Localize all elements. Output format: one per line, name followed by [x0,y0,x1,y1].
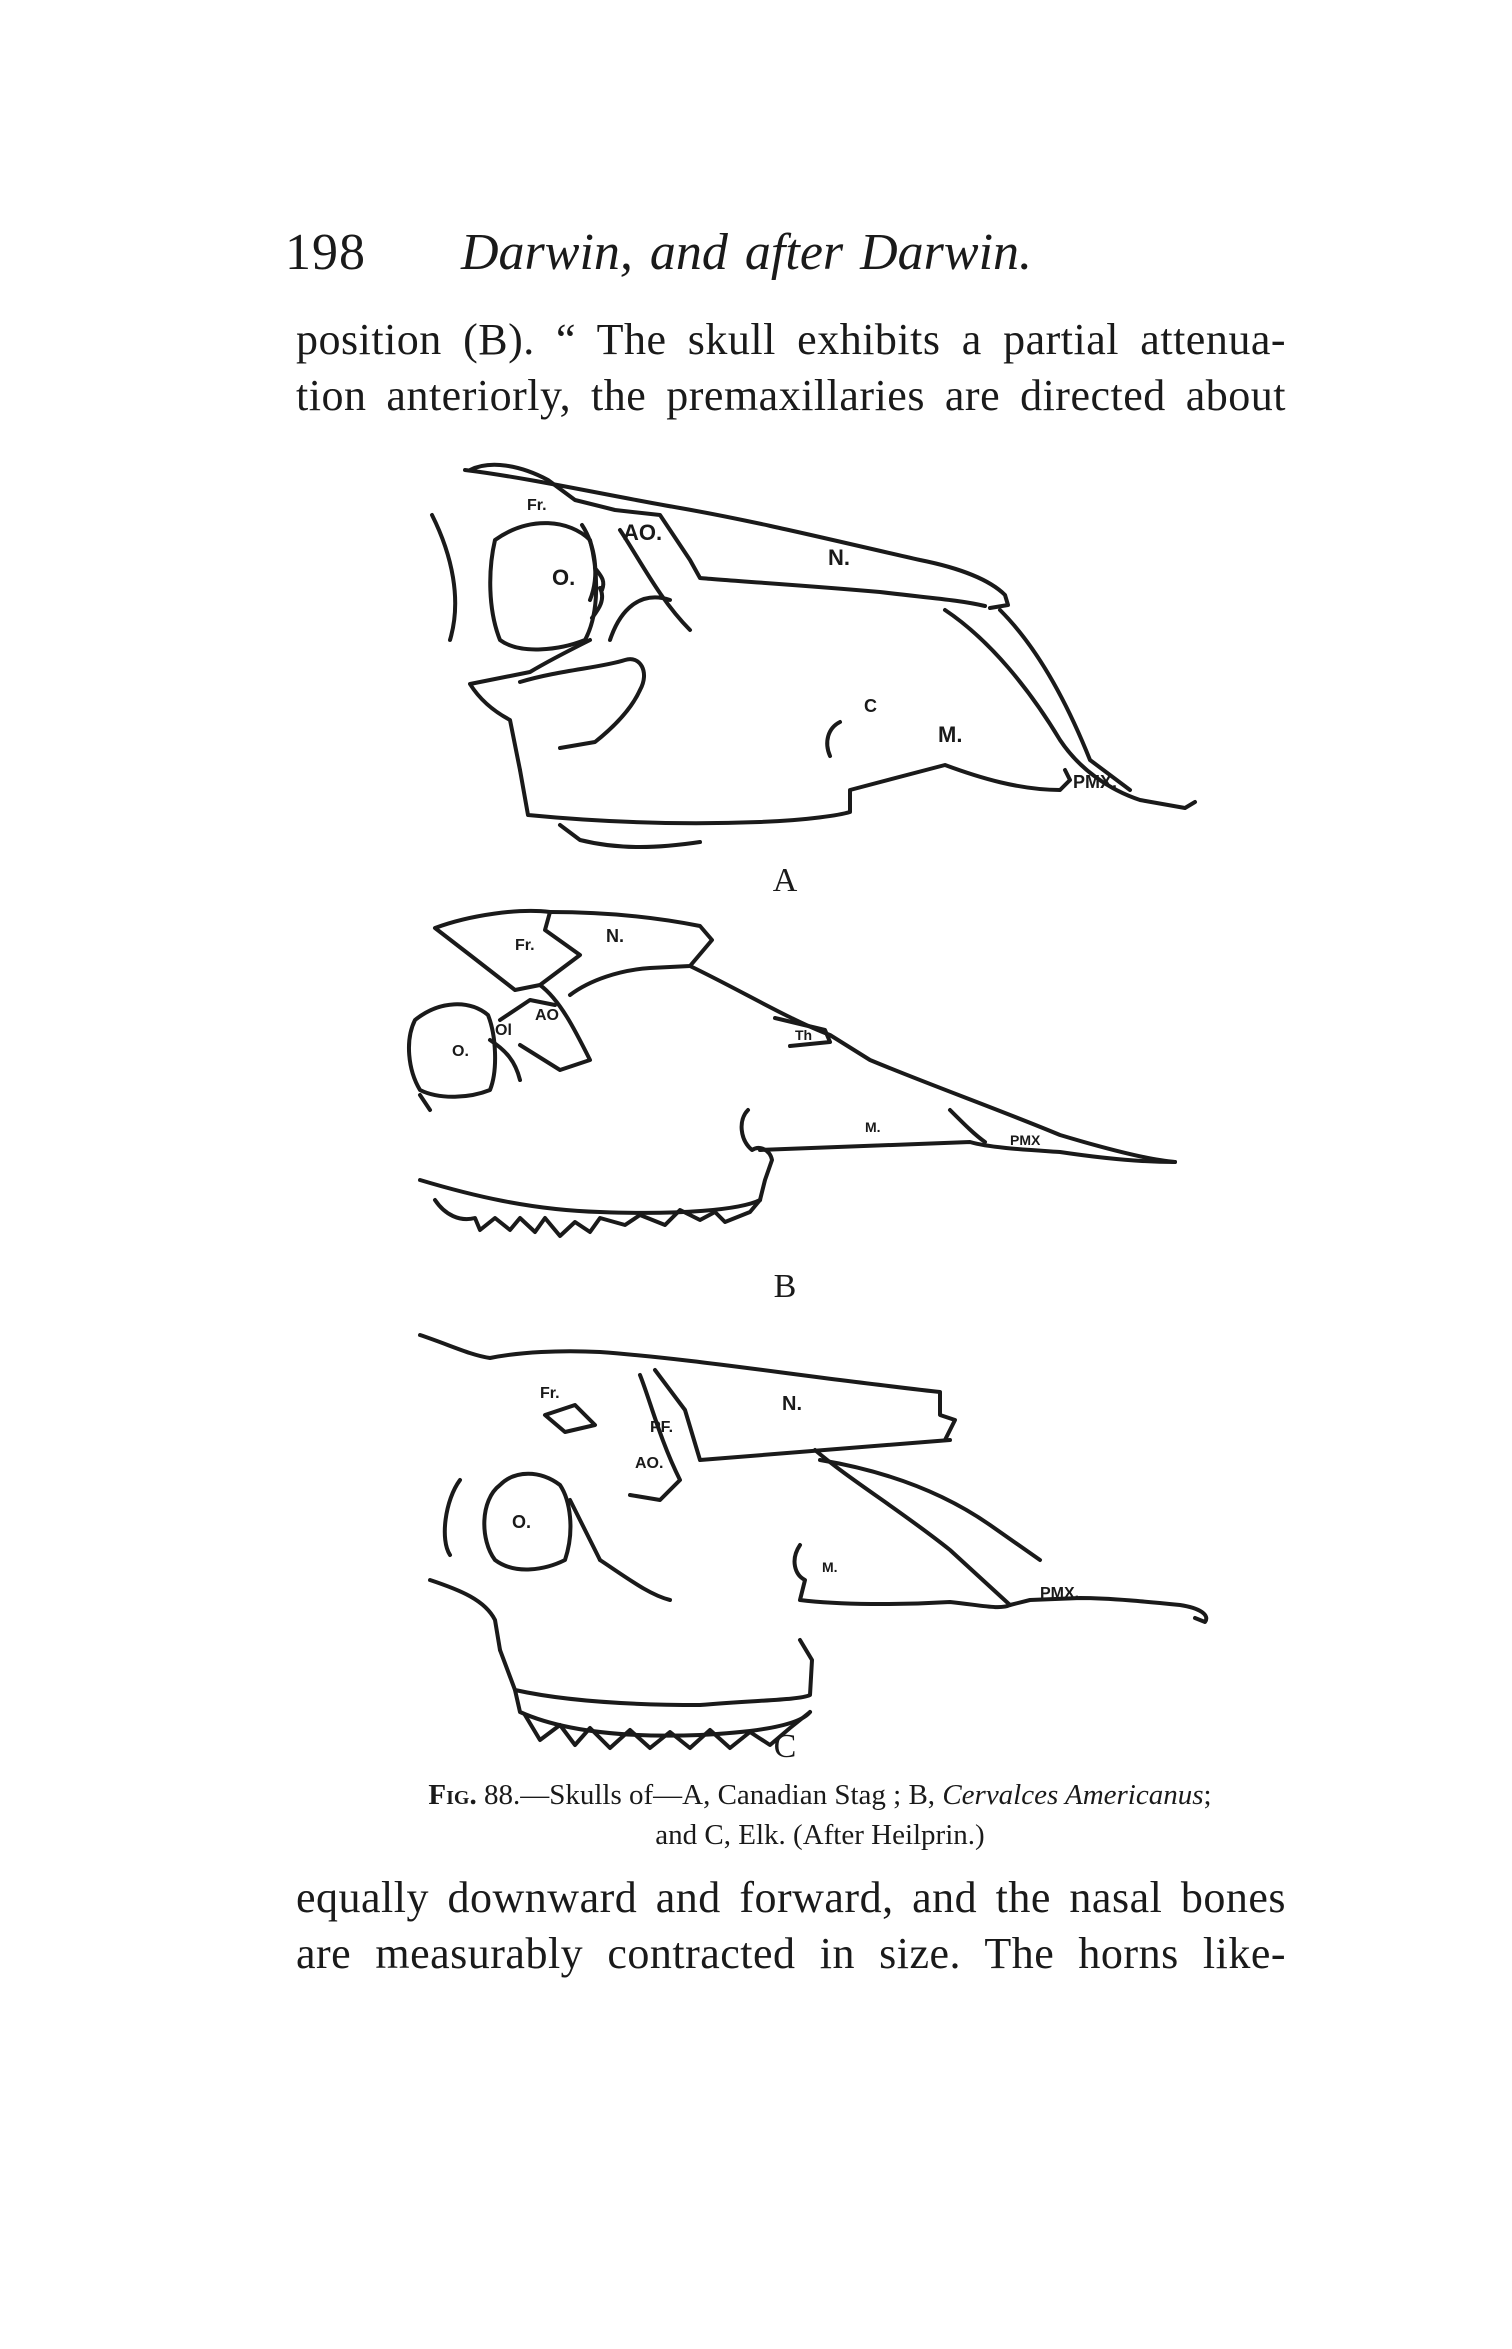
caption-line-2: and C, Elk. (After Heilprin.) [655,1819,985,1851]
skull-b-label: N. [606,926,624,946]
skull-a-label: M. [938,722,963,747]
skull-b-label: PMX [1010,1132,1041,1148]
text-line: are measurably contracted in size. The horns like- [296,1929,1286,1978]
skull-a-label: AO. [623,520,663,545]
skull-a-label: O. [552,565,576,590]
skull-b-label: AO [535,1007,559,1024]
caption-semicolon: ; [1203,1779,1212,1811]
skull-c-drawing [420,1335,1206,1748]
skull-a-label: C [864,696,877,716]
panel-label-c: C [773,1728,797,1765]
skull-b-label: M. [865,1119,881,1135]
skull-c-label: O. [512,1512,532,1532]
paragraph-bottom [296,1870,1286,1982]
skull-c-label: N. [782,1393,802,1415]
page-number: 198 [285,224,366,281]
running-title: Darwin, and after Darwin. [461,224,1033,281]
text-line: position (B). “ The skull exhibits a partial attenua- [296,315,1286,364]
skull-c-label: M. [822,1559,838,1575]
skull-b-drawing [409,911,1175,1236]
skull-b-label: Fr. [515,937,535,954]
panel-label-a: A [772,862,798,899]
skull-c-label: Fr. [540,1385,560,1402]
text-line: tion anteriorly, the premaxillaries are directed about [296,371,1286,420]
text-line: equally downward and forward, and the nasal bones [296,1873,1286,1922]
skull-c-label: PF. [650,1419,674,1436]
caption-species: Cervalces Americanus [942,1779,1204,1811]
caption-text: 88.—Skulls of—A, Canadian Stag ; B, [483,1779,936,1811]
figure-caption [340,1775,1300,1855]
skull-a-label: N. [828,545,850,570]
skull-c-label: PMX. [1040,1585,1080,1602]
caption-fig-label: Fig. [428,1779,477,1811]
skull-b-label: O. [452,1043,469,1060]
skull-a-label: Fr. [527,497,547,514]
skull-b-label: Ol [495,1022,512,1039]
skull-a-label: PMX. [1073,772,1118,792]
panel-label-b: B [773,1268,797,1305]
skull-b-label: Th [795,1027,813,1043]
skull-c-label: AO. [635,1455,664,1472]
